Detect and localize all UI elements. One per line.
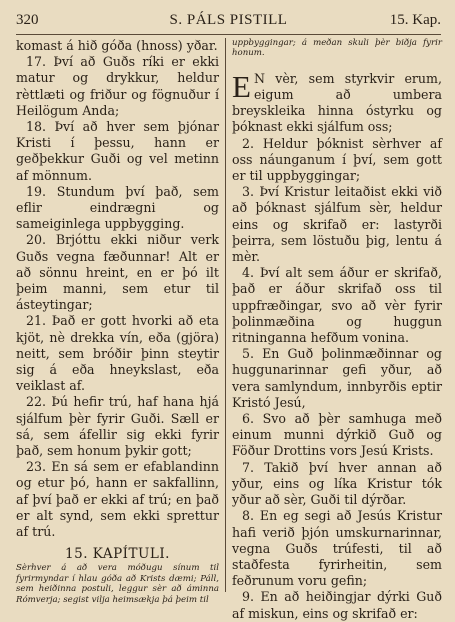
- verse-2: 2. Heldur þóknist sèrhver af oss náunganum í því, sem gott er til uppbyggingar;: [232, 135, 442, 184]
- verse-5: 5. En Guð þolinmæðinnar og huggunarinnar gefi yður, að vera samlyndum, innbyrðis eptir Kristó Jesú,: [232, 346, 442, 410]
- chapter-summary-continued: uppbyggingar; á meðan skuli þèr biðja fyrir honum.: [232, 38, 442, 59]
- verse-18: 18. Því að hver sem þjónar Kristi í þessu, hann er geðþekkur Guði og vel metinn af mönnum.: [16, 119, 219, 183]
- left-column: [16, 38, 219, 605]
- verse-8: 8. En eg segi að Jesús Kristur hafi verið þjón umskurnarinnar, vegna Guðs trúfesti, til að staðfesta fyrirheitin, sem feðrunum voru gefin;: [232, 508, 442, 589]
- verse-6: 6. Svo að þèr samhuga með einum munni dýrkið Guð og Föður Drottins vors Jesú Krists.: [232, 411, 442, 459]
- verse-9: 9. En að heiðingjar dýrki Guð af miskun, eins og skrifað er:: [232, 589, 442, 621]
- verse-19: 19. Stundum því það, sem eflir eindrægni og sameiginlega uppbygging.: [16, 183, 219, 232]
- paragraph: komast á hið góða (hnoss) yðar.: [16, 38, 218, 53]
- verse-17: 17. Því að Guðs ríki er ekki matur og drykkur, heldur rèttlæti og friður og fögnuður í Heilögum Anda;: [16, 54, 219, 118]
- verse-4: 4. Því alt sem áður er skrifað, það er áður skrifað oss til uppfræðingar, svo að vèr fyrir þolinmæðina og huggun ritninganna hefðum vonina.: [232, 265, 442, 346]
- right-column: [232, 38, 442, 622]
- verse-21: 21. Það er gott hvorki að eta kjöt, nè drekka vín, eða (gjöra) neitt, sem bróðir þinn steytir sig á eða hneykslast, eða veiklast af.: [16, 313, 219, 394]
- verse-1-text: N vèr, sem styrkvir erum, eigum að umbera breyskleika hinna óstyrku og þóknast ekki sjálfum oss;: [232, 70, 442, 135]
- verse-22: 22. Þú hefir trú, haf hana hjá sjálfum þèr fyrir Guði. Sæll er sá, sem áfellir sig ekki fyrir það, sem honum þykir gott;: [16, 394, 219, 459]
- chapter-summary: Sèrhver á að vera móðugu sínum til fyrirmyndar í hlau góða að Krists dæmi; Páll, sem heiðinna postuli, leggur sèr að áminna Rómverja; segist vilja heimsækja þá þeim til: [16, 563, 219, 605]
- verse-1: [232, 68, 442, 136]
- drop-cap: E: [232, 68, 251, 104]
- running-title: S. PÁLS PISTILL: [169, 12, 288, 28]
- verse-20: 20. Brjóttu ekki niður verk Guðs vegna fæðunnar! Alt er að sönnu hreint, en er þó ilt þeim manni, sem etur til ásteytingar;: [16, 232, 219, 313]
- chapter-heading: 15. KAPÍTULI.: [65, 546, 170, 563]
- column-divider: [225, 38, 226, 592]
- verse-7: 7. Takið því hver annan að yður, eins og líka Kristur tók yður að sèr, Guði til dýrðar.: [232, 459, 442, 508]
- verse-3: 3. Því Kristur leitaðist ekki við að þóknast sjálfum sèr, heldur eins og skrifað er: lastyrði þeirra, sem löstuðu þig, lentu á mèr.: [232, 184, 442, 265]
- verse-23: 23. En sá sem er efablandinn og etur þó, hann er sakfallinn, af því það er ekki af trú; en það er alt synd, sem ekki sprettur af trú.: [16, 459, 219, 540]
- running-header: [16, 12, 441, 35]
- page-number: 320: [16, 12, 39, 28]
- chapter-label: 15. Kap.: [389, 12, 441, 28]
